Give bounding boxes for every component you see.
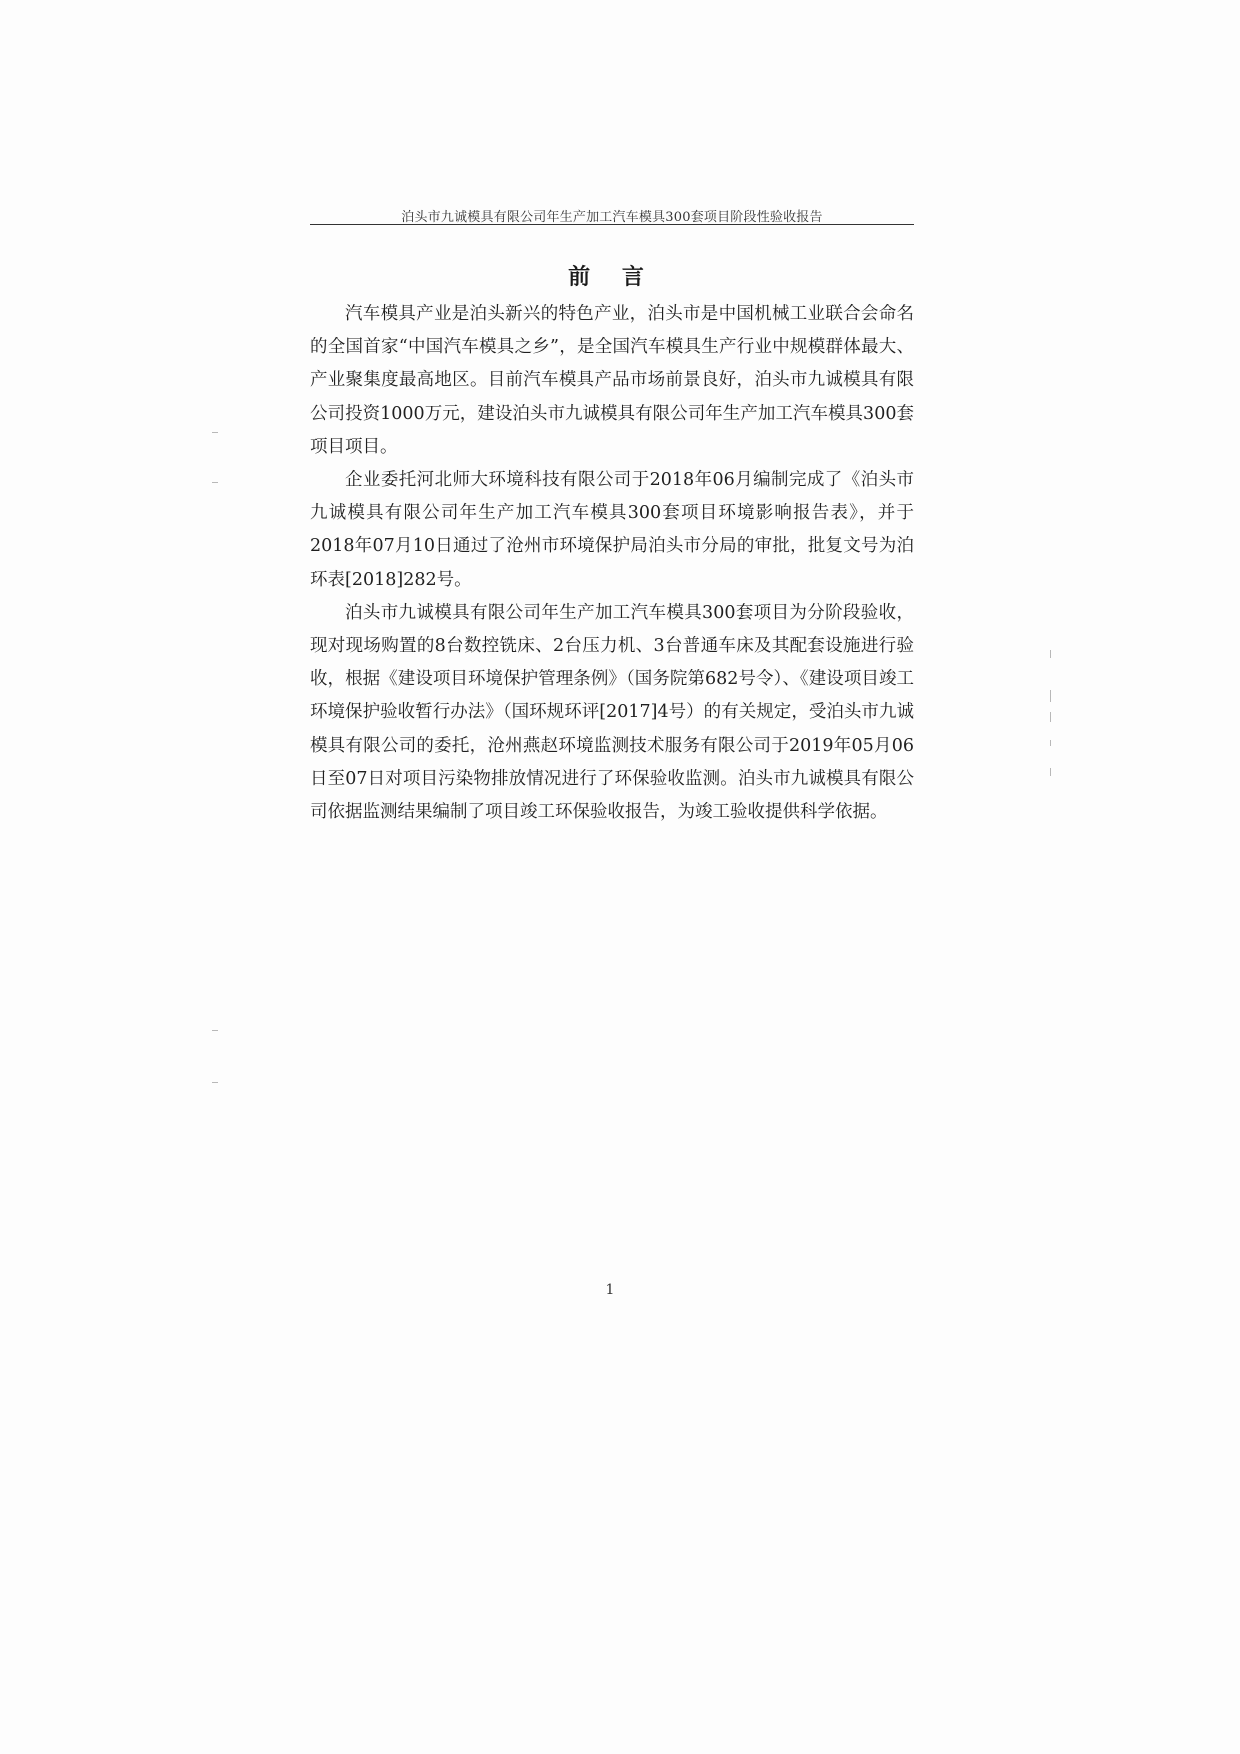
paragraph: 汽车模具产业是泊头新兴的特色产业，泊头市是中国机械工业联合会命名的全国首家“中国汽车模具之乡”，是全国汽车模具生产行业中规模群体最大、产业聚集度最高地区。目前汽车模具产品市场前景良好，泊头市九诚模具有限公司投资1000万元，建设泊头市九诚模具有限公司年生产加工汽车模具300套项目项目。: [310, 304, 914, 457]
paragraph: 泊头市九诚模具有限公司年生产加工汽车模具300套项目为分阶段验收，现对现场购置的8台数控铣床、2台压力机、3台普通车床及其配套设施进行验收，根据《建设项目环境保护管理条例》（国务院第682号令）、《建设项目竣工环境保护验收暂行办法》（国环规环评[2017]4号）的有关规定，受泊头市九诚模具有限公司的委托，沧州燕赵环境监测技术服务有限公司于2019年05月06日至07日对项目污染物排放情况进行了环保验收监测。泊头市九诚模具有限公司依据监测结果编制了项目竣工环保验收报告，为竣工验收提供科学依据。: [310, 602, 914, 823]
scan-artifact: [1050, 768, 1051, 776]
section-title: 前 言: [568, 264, 656, 290]
body-text: [310, 298, 914, 829]
scan-artifact: [212, 1082, 218, 1083]
scan-artifact: [212, 432, 218, 433]
scan-artifact: [1050, 712, 1051, 722]
page-number: 1: [605, 1282, 615, 1298]
paragraph: 企业委托河北师大环境科技有限公司于2018年06月编制完成了《泊头市九诚模具有限公司年生产加工汽车模具300套项目环境影响报告表》，并于2018年07月10日通过了沧州市环境保护局泊头市分局的审批，批复文号为泊环表[2018]282号。: [310, 470, 914, 590]
scan-artifact: [212, 482, 218, 483]
scan-artifact: [212, 1030, 218, 1031]
scan-artifact: [1050, 740, 1051, 746]
scan-artifact: [1050, 690, 1051, 702]
scan-artifact: [1050, 650, 1051, 658]
running-header: 泊头市九诚模具有限公司年生产加工汽车模具300套项目阶段性验收报告: [401, 210, 823, 225]
header-divider: [310, 224, 914, 225]
